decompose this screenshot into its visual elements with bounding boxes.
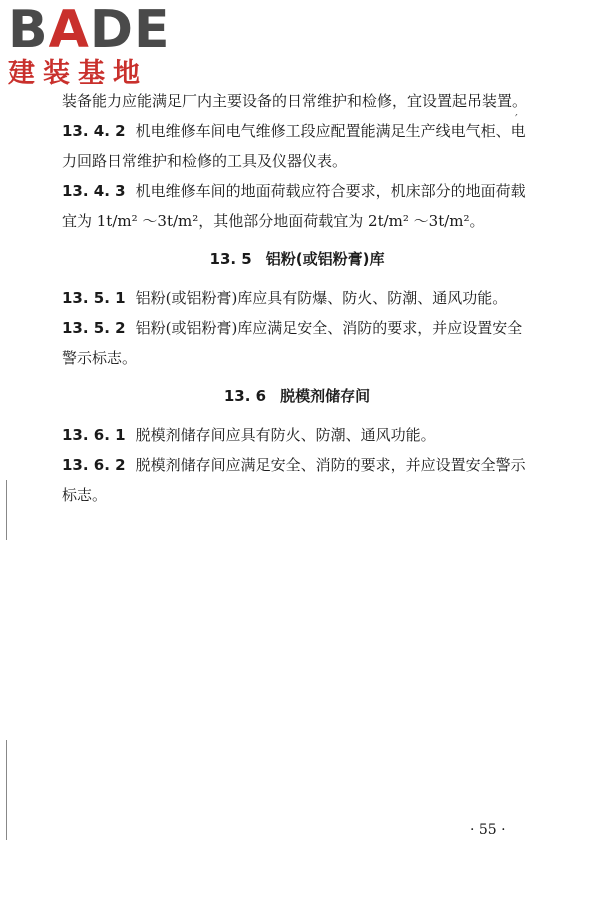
paragraph-continued: 装备能力应能满足厂内主要设备的日常维护和检修，宜设置起吊装置。 (62, 92, 528, 110)
scan-margin-line (6, 480, 7, 540)
bade-logo (8, 0, 183, 92)
clause-13-5-2 (62, 313, 532, 373)
clause-text: 机电维修车间电气维修工段应配置能满足生产线电气柜、电力回路日常维护和检修的工具及仪器仪表。 (62, 122, 526, 170)
logo-subtitle: 建装基地 (8, 58, 148, 89)
clause-text: 脱模剂储存间应满足安全、消防的要求，并应设置安全警示标志。 (62, 456, 526, 504)
clause-number: 13. 4. 3 (62, 182, 126, 200)
clause-number: 13. 5. 1 (62, 289, 126, 307)
clause-13-5-1 (62, 283, 532, 313)
clause-number: 13. 6. 1 (62, 426, 126, 444)
clause-number: 13. 6. 2 (62, 456, 126, 474)
clause-13-4-3 (62, 176, 532, 236)
clause-text: 铝粉(或铝粉膏)库应满足安全、消防的要求，并应设置安全警示标志。 (62, 319, 523, 367)
section-heading-13-5: 13. 5 铝粉(或铝粉膏)库 (209, 250, 385, 268)
scan-margin-line (6, 740, 7, 840)
logo-wordmark: BADE (8, 0, 171, 60)
page-number: · 55 · (470, 822, 506, 838)
clause-text: 脱模剂储存间应具有防火、防潮、通风功能。 (135, 426, 436, 444)
section-heading-13-6: 13. 6 脱模剂储存间 (223, 387, 371, 405)
clause-13-6-1 (62, 420, 532, 450)
scan-mark: ′ (515, 112, 518, 126)
clause-13-6-2 (62, 450, 532, 510)
clause-number: 13. 4. 2 (62, 122, 126, 140)
clause-13-4-2 (62, 116, 532, 176)
document-body (62, 86, 532, 510)
clause-number: 13. 5. 2 (62, 319, 126, 337)
clause-text: 机电维修车间的地面荷载应符合要求，机床部分的地面荷载宜为 1t/m² ～3t/m²，其他部分地面荷载宜为 2t/m² ～3t/m²。 (62, 182, 526, 230)
clause-text: 铝粉(或铝粉膏)库应具有防爆、防火、防潮、通风功能。 (135, 289, 508, 307)
